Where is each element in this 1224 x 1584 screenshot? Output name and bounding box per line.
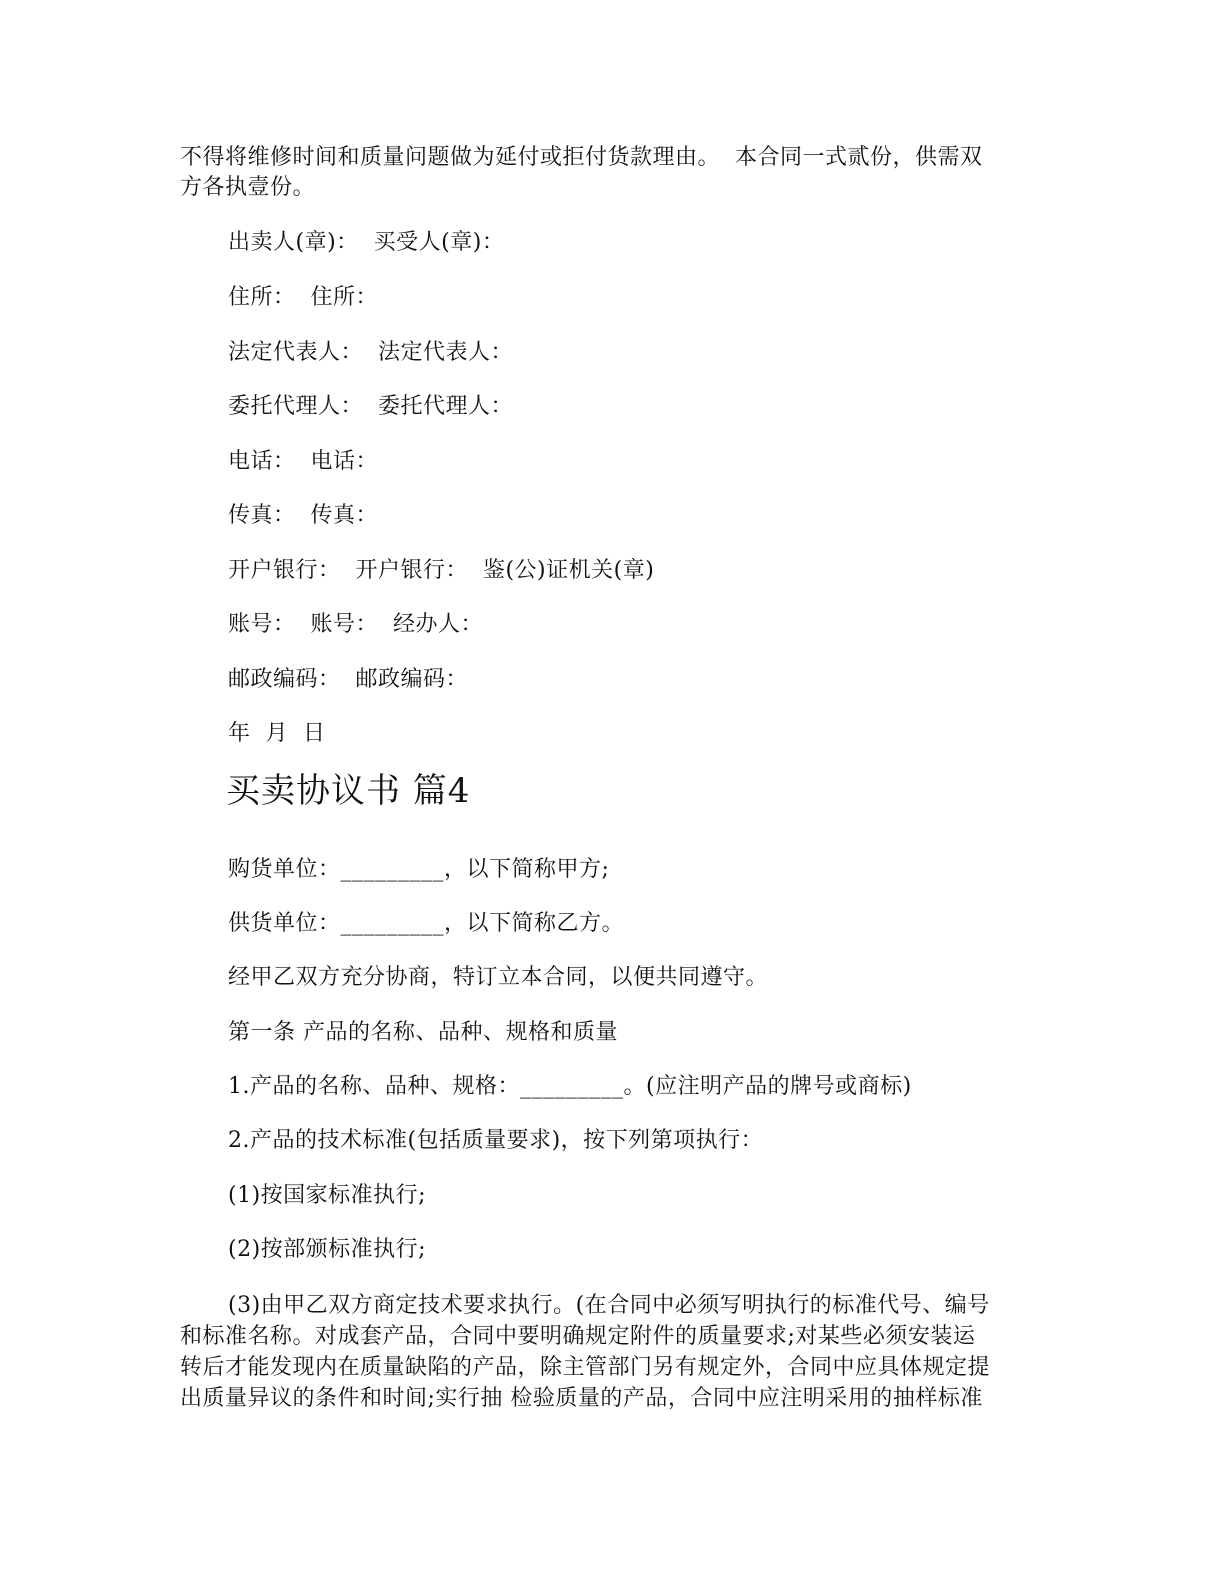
clause-agreement: 经甲乙双方充分协商，特订立本合同，以便共同遵守。 bbox=[228, 965, 769, 990]
signature-date: 年 月 日 bbox=[228, 721, 326, 746]
signature-bank: 开户银行： 开户银行： 鉴(公)证机关(章) bbox=[228, 558, 655, 583]
signature-seller-buyer: 出卖人(章)： 买受人(章)： bbox=[228, 230, 505, 255]
signature-postcode: 邮政编码： 邮政编码： bbox=[228, 667, 468, 692]
clause-negotiated-line-2: 和标准名称。对成套产品，合同中要明确规定附件的质量要求;对某些必须安装运 bbox=[180, 1324, 976, 1349]
section-title: 买卖协议书 篇4 bbox=[226, 771, 471, 811]
intro-line-1: 不得将维修时间和质量问题做为延付或拒付货款理由。 本合同一式贰份，供需双 bbox=[180, 145, 983, 170]
clause-negotiated-line-1: (3)由甲乙双方商定技术要求执行。(在合同中必须写明执行的标准代号、编号 bbox=[228, 1293, 990, 1318]
clause-national-standard: (1)按国家标准执行; bbox=[228, 1183, 427, 1208]
clause-ministry-standard: (2)按部颁标准执行; bbox=[228, 1237, 427, 1262]
signature-fax: 传真： 传真： bbox=[228, 503, 378, 528]
signature-account: 账号： 账号： 经办人： bbox=[228, 612, 483, 637]
clause-supplier-unit: 供货单位：_________，以下简称乙方。 bbox=[228, 911, 625, 936]
clause-article-1: 第一条 产品的名称、品种、规格和质量 bbox=[228, 1020, 618, 1045]
clause-negotiated-line-3: 转后才能发现内在质量缺陷的产品，除主管部门另有规定外，合同中应具体规定提 bbox=[180, 1355, 991, 1380]
signature-agent: 委托代理人： 委托代理人： bbox=[228, 394, 513, 419]
clause-product-name: 1.产品的名称、品种、规格：_________。(应注明产品的牌号或商标) bbox=[228, 1074, 912, 1099]
signature-phone: 电话： 电话： bbox=[228, 449, 378, 474]
intro-line-2: 方各执壹份。 bbox=[180, 175, 316, 200]
clause-negotiated-line-4: 出质量异议的条件和时间;实行抽 检验质量的产品，合同中应注明采用的抽样标准 bbox=[180, 1386, 983, 1411]
signature-address: 住所： 住所： bbox=[228, 285, 378, 310]
signature-legal-rep: 法定代表人： 法定代表人： bbox=[228, 340, 513, 365]
clause-buyer-unit: 购货单位：_________，以下简称甲方; bbox=[228, 857, 610, 882]
clause-technical-standard: 2.产品的技术标准(包括质量要求)，按下列第项执行： bbox=[228, 1128, 764, 1153]
